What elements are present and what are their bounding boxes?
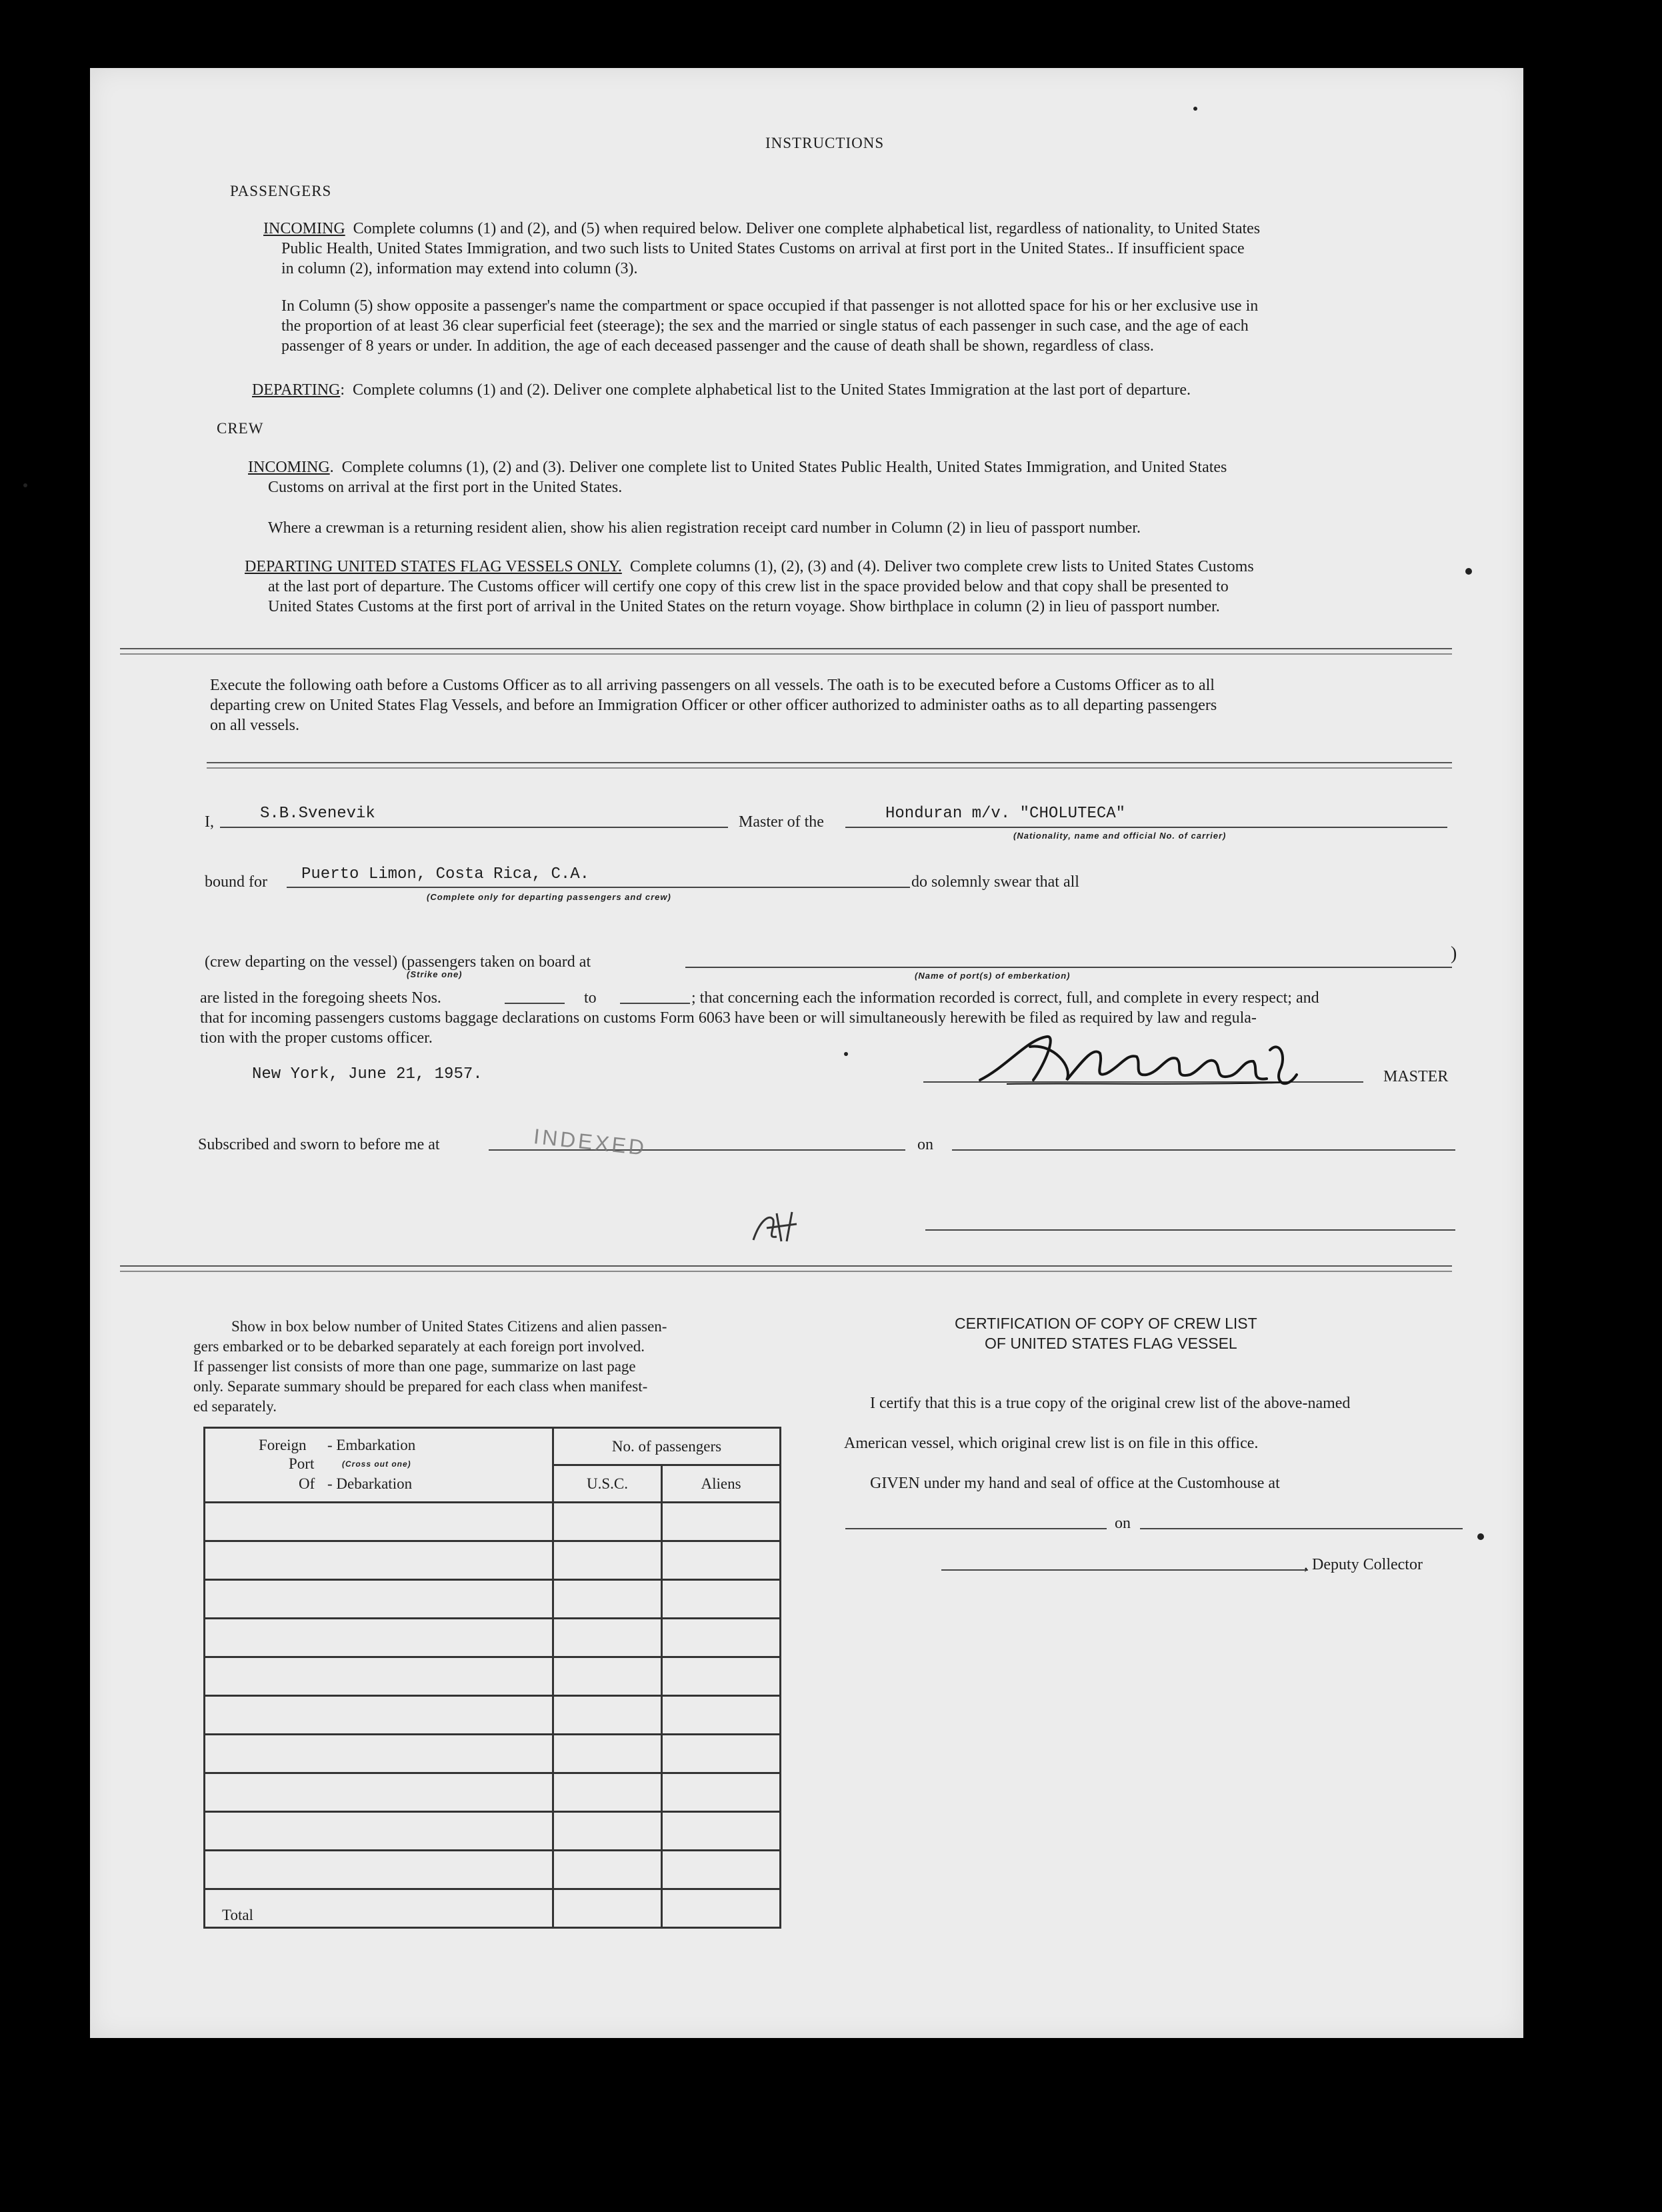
baggage-line1: that for incoming passengers customs baggage declarations on customs Form 6063 have been or will simultaneously herewith be filed as required by law and regula-	[200, 1009, 1257, 1027]
passengers-incoming-line1: INCOMING Complete columns (1) and (2), and (5) when required below. Deliver one complete alphabetical list, regardless of nationality, to United States	[263, 220, 1261, 237]
port-cell[interactable]	[205, 1696, 553, 1735]
sheets-text-b: to	[584, 989, 597, 1007]
section-divider	[207, 762, 1452, 769]
page-title: INSTRUCTIONS	[765, 135, 885, 151]
crew-heading: CREW	[217, 420, 264, 437]
embarkation-port-line[interactable]	[685, 967, 1452, 968]
vessel-line	[845, 827, 1447, 828]
paper-speck	[1193, 107, 1197, 111]
usc-cell[interactable]	[553, 1580, 662, 1619]
certification-title-line1: CERTIFICATION OF COPY OF CREW LIST	[955, 1315, 1257, 1332]
summary-line1: Show in box below number of United States Citizens and alien passen-	[231, 1318, 667, 1335]
aliens-cell[interactable]	[662, 1773, 781, 1812]
crew-departing-clause: (crew departing on the vessel) (passengers taken on board at	[205, 953, 591, 971]
port-cell[interactable]	[205, 1657, 553, 1696]
foreign-label: Foreign	[259, 1437, 307, 1453]
close-paren: )	[1451, 943, 1457, 964]
table-row	[205, 1580, 781, 1619]
usc-cell[interactable]	[553, 1851, 662, 1889]
master-label: MASTER	[1383, 1068, 1449, 1085]
usc-cell[interactable]	[553, 1696, 662, 1735]
passengers-departing: DEPARTING: Complete columns (1) and (2). Deliver one complete alphabetical list to the United States Immigration at the last port of departure.	[252, 381, 1191, 399]
crew-departing-line2: at the last port of departure. The Customs officer will certify one copy of this crew list in the space provided below and that copy shall be presented to	[268, 578, 1229, 595]
crew-incoming-label: INCOMING	[248, 459, 330, 476]
strike-caption: (Strike one)	[407, 969, 463, 979]
table-row	[205, 1735, 781, 1773]
table-row	[205, 1773, 781, 1812]
oath-intro-line1: Execute the following oath before a Customs Officer as to all arriving passengers on all vessels. The oath is to be executed before a Customs Officer as to all	[210, 677, 1215, 694]
vessel-field[interactable]: Honduran m/v. "CHOLUTECA"	[885, 805, 1126, 823]
table-row	[205, 1619, 781, 1657]
port-cell[interactable]	[205, 1735, 553, 1773]
no-of-passengers-header: No. of passengers	[553, 1428, 781, 1465]
bound-caption: (Complete only for departing passengers and crew)	[427, 892, 671, 902]
usc-header: U.S.C.	[553, 1465, 662, 1503]
usc-cell[interactable]	[553, 1812, 662, 1851]
aliens-cell[interactable]	[662, 1580, 781, 1619]
port-cell[interactable]	[205, 1851, 553, 1889]
column5-line1: In Column (5) show opposite a passenger's name the compartment or space occupied if that passenger is not allotted space for his or her exclusive use in	[281, 297, 1259, 315]
certification-body-line2: American vessel, which original crew list is on file in this office.	[844, 1435, 1259, 1452]
table-row	[205, 1851, 781, 1889]
port-cell[interactable]	[205, 1541, 553, 1580]
port-cell[interactable]	[205, 1773, 553, 1812]
stamp-initials	[747, 1207, 807, 1247]
column5-line2: the proportion of at least 36 clear superficial feet (steerage); the sex and the married or single status of each passenger in such case, and the age of each	[281, 317, 1249, 335]
section-divider	[120, 648, 1452, 655]
summary-line2: gers embarked or to be debarked separately at each foreign port involved.	[193, 1338, 645, 1355]
port-cell[interactable]	[205, 1619, 553, 1657]
passengers-incoming-line3: in column (2), information may extend into column (3).	[281, 260, 638, 277]
certification-on-label: on	[1115, 1515, 1131, 1532]
passengers-incoming-label: INCOMING	[263, 220, 345, 237]
aliens-total-cell[interactable]	[662, 1889, 781, 1928]
table-row	[205, 1696, 781, 1735]
passengers-departing-label: DEPARTING	[252, 381, 341, 399]
debarkation-label: - Debarkation	[327, 1475, 413, 1492]
section-divider	[120, 1265, 1452, 1272]
passengers-heading: PASSENGERS	[230, 183, 332, 199]
sheet-from-line[interactable]	[505, 1003, 565, 1004]
summary-line5: ed separately.	[193, 1398, 277, 1415]
port-cell[interactable]	[205, 1812, 553, 1851]
deputy-collector-label: , Deputy Collector	[1304, 1556, 1423, 1573]
deputy-collector-line[interactable]	[941, 1569, 1308, 1571]
passengers-incoming-line2: Public Health, United States Immigration, and two such lists to United States Customs on arrival at first port in the United States.. If insufficient space	[281, 240, 1245, 257]
paper-speck	[1465, 568, 1472, 575]
swear-text: do solemnly swear that all	[911, 873, 1079, 891]
aliens-cell[interactable]	[662, 1812, 781, 1851]
aliens-cell[interactable]	[662, 1851, 781, 1889]
certification-date-line[interactable]	[1140, 1528, 1463, 1529]
crew-incoming-line2: Customs on arrival at the first port in the United States.	[268, 479, 623, 496]
baggage-line2: tion with the proper customs officer.	[200, 1029, 433, 1047]
table-row	[205, 1657, 781, 1696]
column5-line3: passenger of 8 years or under. In addition, the age of each deceased passenger and the cause of death shall be shown, regardless of class.	[281, 337, 1154, 355]
master-name-line	[220, 827, 728, 828]
oath-intro-line3: on all vessels.	[210, 717, 299, 734]
place-date-field[interactable]: New York, June 21, 1957.	[252, 1065, 483, 1083]
indexed-stamp: INDEXED	[532, 1124, 648, 1160]
aliens-cell[interactable]	[662, 1657, 781, 1696]
usc-cell[interactable]	[553, 1503, 662, 1541]
aliens-cell[interactable]	[662, 1735, 781, 1773]
master-name-field[interactable]: S.B.Svenevik	[260, 805, 375, 823]
vessel-caption: (Nationality, name and official No. of carrier)	[1013, 831, 1227, 841]
paper-speck	[1477, 1533, 1484, 1540]
usc-cell[interactable]	[553, 1541, 662, 1580]
aliens-cell[interactable]	[662, 1503, 781, 1541]
sheet-to-line[interactable]	[620, 1003, 690, 1004]
port-label: Port	[289, 1455, 315, 1472]
aliens-cell[interactable]	[662, 1696, 781, 1735]
crew-departing-line1: DEPARTING UNITED STATES FLAG VESSELS ONLY. Complete columns (1), (2), (3) and (4). Deliver two complete crew lists to United States Customs	[245, 558, 1254, 575]
bound-for-line	[287, 887, 910, 888]
officer-signature-line[interactable]	[925, 1229, 1455, 1231]
subscribed-label: Subscribed and sworn to before me at	[198, 1136, 440, 1153]
usc-cell[interactable]	[553, 1735, 662, 1773]
subscribed-date-line[interactable]	[952, 1149, 1455, 1151]
usc-cell[interactable]	[553, 1619, 662, 1657]
subscribed-on-label: on	[917, 1136, 933, 1153]
crew-departing-label: DEPARTING UNITED STATES FLAG VESSELS ONLY.	[245, 558, 622, 575]
usc-total-cell[interactable]	[553, 1889, 662, 1928]
master-of-label: Master of the	[739, 813, 824, 831]
crew-incoming-line1: INCOMING. Complete columns (1), (2) and (3). Deliver one complete list to United States Public Health, United States Immigration, and United States	[248, 459, 1227, 476]
aliens-cell[interactable]	[662, 1541, 781, 1580]
paper-speck	[844, 1052, 848, 1056]
master-signature	[967, 1027, 1340, 1100]
crew-departing-line3: United States Customs at the first port of arrival in the United States on the return voyage. Show birthplace in column (2) in lieu of passport number.	[268, 598, 1220, 615]
aliens-cell[interactable]	[662, 1619, 781, 1657]
summary-line3: If passenger list consists of more than one page, summarize on last page	[193, 1358, 636, 1375]
certification-given: GIVEN under my hand and seal of office at the Customhouse at	[870, 1475, 1280, 1492]
aliens-header: Aliens	[662, 1465, 781, 1503]
port-caption: (Name of port(s) of emberkation)	[915, 971, 1071, 981]
certification-title-line2: OF UNITED STATES FLAG VESSEL	[985, 1335, 1237, 1352]
i-label: I,	[205, 813, 214, 831]
oath-intro-line2: departing crew on United States Flag Vessels, and before an Immigration Officer or other officer authorized to administer oaths as to all departing passengers	[210, 697, 1217, 714]
port-cell[interactable]	[205, 1503, 553, 1541]
customhouse-line[interactable]	[845, 1528, 1107, 1529]
total-row	[205, 1889, 781, 1928]
usc-cell[interactable]	[553, 1773, 662, 1812]
usc-cell[interactable]	[553, 1657, 662, 1696]
table-row	[205, 1812, 781, 1851]
cross-out-caption: (Cross out one)	[342, 1459, 411, 1469]
sheets-text-c: ; that concerning each the information recorded is correct, full, and complete in every respect; and	[691, 989, 1319, 1007]
certification-body-line1: I certify that this is a true copy of the original crew list of the above-named	[870, 1395, 1351, 1412]
of-label: Of	[299, 1475, 315, 1492]
crew-alien-note: Where a crewman is a returning resident alien, show his alien registration receipt card number in Column (2) in lieu of passport number.	[268, 519, 1141, 537]
embarkation-label: - Embarkation	[327, 1437, 416, 1453]
paper-speck	[23, 483, 27, 487]
table-row	[205, 1503, 781, 1541]
total-label: Total	[205, 1889, 553, 1928]
summary-line4: only. Separate summary should be prepared for each class when manifest-	[193, 1378, 648, 1395]
bound-for-label: bound for	[205, 873, 267, 891]
bound-for-field[interactable]: Puerto Limon, Costa Rica, C.A.	[301, 865, 590, 883]
port-header-cell	[205, 1428, 553, 1503]
table-row	[205, 1541, 781, 1580]
sheets-text-a: are listed in the foregoing sheets Nos.	[200, 989, 441, 1007]
port-cell[interactable]	[205, 1580, 553, 1619]
passenger-summary-table	[203, 1427, 781, 1929]
